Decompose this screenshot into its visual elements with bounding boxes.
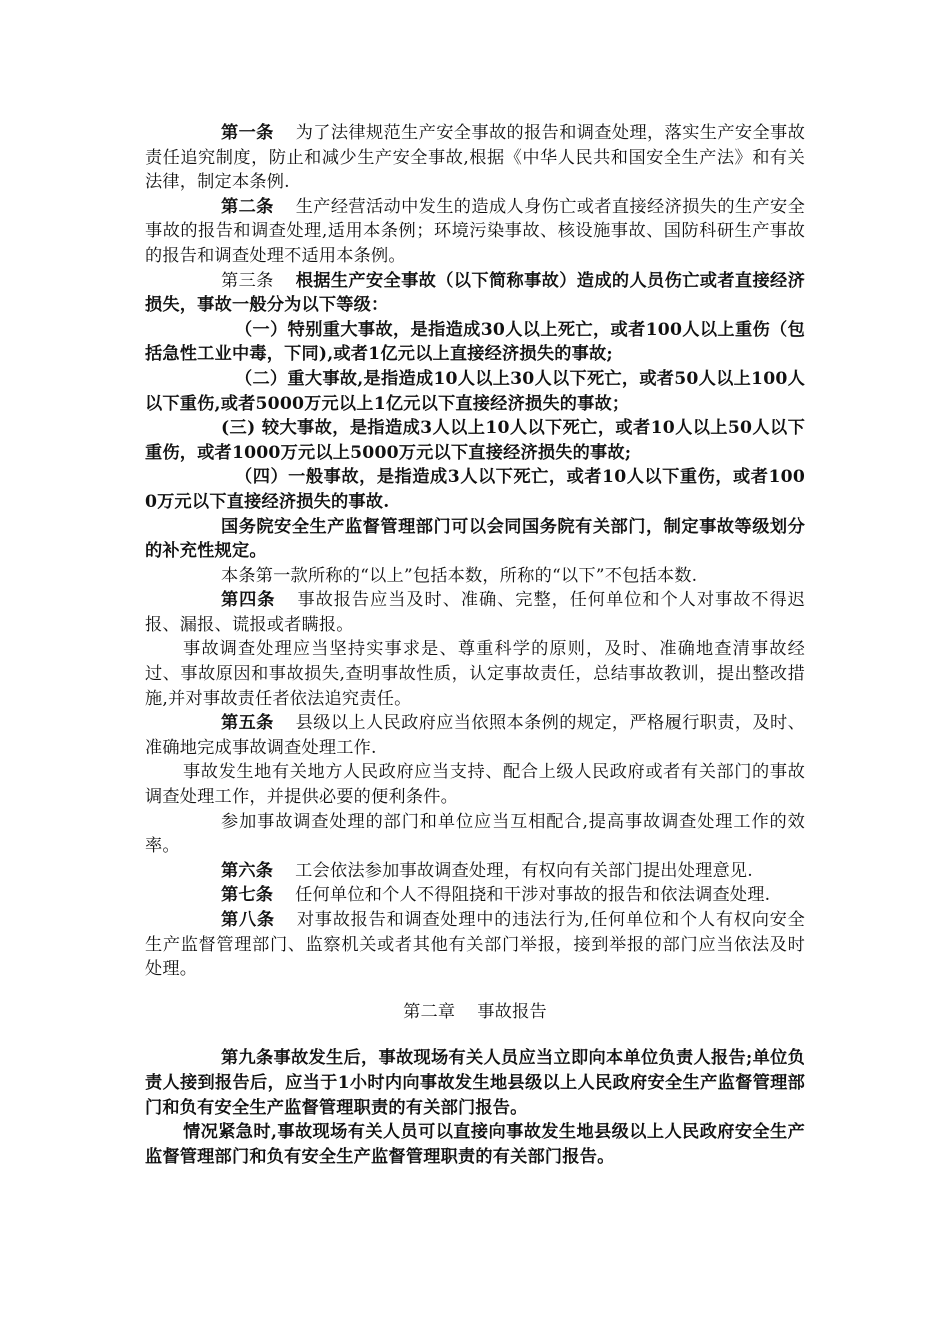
article-label: 第四条 [221, 590, 276, 611]
article-3-item-2: （二）重大事故,是指造成10人以上30人以下死亡，或者50人以上100人以下重伤,或者5000万元以上1亿元以下直接经济损失的事故； [145, 368, 805, 414]
article-label: 第七条 [221, 885, 274, 906]
chapter-number: 第二章 [403, 1001, 456, 1022]
article-3-item-3: (三) 较大事故，是指造成3人以上10人以下死亡，或者10人以上50人以下重伤，或者1000万元以上5000万元以下直接经济损失的事故; [145, 418, 805, 463]
document-page [145, 121, 805, 1169]
article-4 [145, 588, 805, 637]
chapter-title: 事故报告 [477, 1001, 547, 1022]
article-3-item-4: （四）一般事故，是指造成3人以下死亡，或者10人以下重伤，或者1000万元以下直接经济损失的事故. [145, 467, 805, 512]
article-3 [145, 269, 805, 318]
article-text: 生产经营活动中发生的造成人身伤亡或者直接经济损失的生产安全事故的报告和调查处理,适用本条例；环境污染事故、核设施事故、国防科研生产事故的报告和调查处理不适用本条例。 [145, 196, 805, 266]
article-4-paragraph-2: 事故调查处理应当坚持实事求是、尊重科学的原则，及时、准确地查清事故经过、事故原因和事故损失,查明事故性质，认定事故责任，总结事故教训，提出整改措施,并对事故责任者依法追究责任。 [145, 639, 805, 709]
chapter-heading [145, 1000, 805, 1025]
article-3-paragraph-3: 本条第一款所称的“以上”包括本数，所称的“以下”不包括本数. [221, 565, 698, 586]
article-text: 任何单位和个人不得阻挠和干涉对事故的报告和依法调查处理. [295, 885, 771, 906]
article-2 [145, 195, 805, 269]
article-6 [145, 859, 805, 884]
article-3-paragraph-2: 国务院安全生产监督管理部门可以会同国务院有关部门，制定事故等级划分的补充性规定。 [145, 516, 805, 562]
article-text: 工会依法参加事故调查处理，有权向有关部门提出处理意见. [295, 860, 753, 881]
article-text: 事故报告应当及时、准确、完整，任何单位和个人对事故不得迟报、漏报、谎报或者瞒报。 [145, 590, 805, 635]
article-text: 县级以上人民政府应当依照本条例的规定，严格履行职责，及时、准确地完成事故调查处理工作. [145, 713, 805, 758]
article-label: 第八条 [221, 910, 275, 930]
article-label: 第一条 [221, 123, 274, 143]
article-1 [145, 121, 805, 195]
article-5-paragraph-2: 事故发生地有关地方人民政府应当支持、配合上级人民政府或者有关部门的事故调查处理工作，并提供必要的便利条件。 [145, 762, 805, 808]
article-3-item-1: （一）特别重大事故，是指造成30人以上死亡，或者100人以上重伤（包括急性工业中毒，下同),或者1亿元以上直接经济损失的事故; [145, 319, 805, 365]
article-label: 第五条 [221, 713, 274, 734]
article-label: 第六条 [221, 860, 274, 881]
article-9: 第九条事故发生后，事故现场有关人员应当立即向本单位负责人报告;单位负责人接到报告后，应当于1小时内向事故发生地县级以上人民政府安全生产监督管理部门和负有安全生产监督管理职责的有关部门报告。 [145, 1048, 805, 1118]
article-text: 对事故报告和调查处理中的违法行为,任何单位和个人有权向安全生产监督管理部门、监察机关或者其他有关部门举报，接到举报的部门应当依法及时处理。 [145, 910, 805, 980]
article-8 [145, 908, 805, 982]
article-9-paragraph-2: 情况紧急时,事故现场有关人员可以直接向事故发生地县级以上人民政府安全生产监督管理部门和负有安全生产监督管理职责的有关部门报告。 [145, 1122, 805, 1167]
article-label: 第二条 [221, 196, 274, 217]
article-text: 根据生产安全事故（以下简称事故）造成的人员伤亡或者直接经济损失，事故一般分为以下等级： [145, 270, 805, 316]
article-7 [145, 883, 805, 908]
article-5 [145, 711, 805, 760]
article-text: 为了法律规范生产安全事故的报告和调查处理，落实生产安全事故责任追究制度，防止和减少生产安全事故,根据《中华人民共和国安全生产法》和有关法律，制定本条例. [145, 123, 805, 193]
article-label: 第三条 [221, 270, 274, 291]
article-5-paragraph-3: 参加事故调查处理的部门和单位应当互相配合,提高事故调查处理工作的效率。 [145, 811, 805, 857]
